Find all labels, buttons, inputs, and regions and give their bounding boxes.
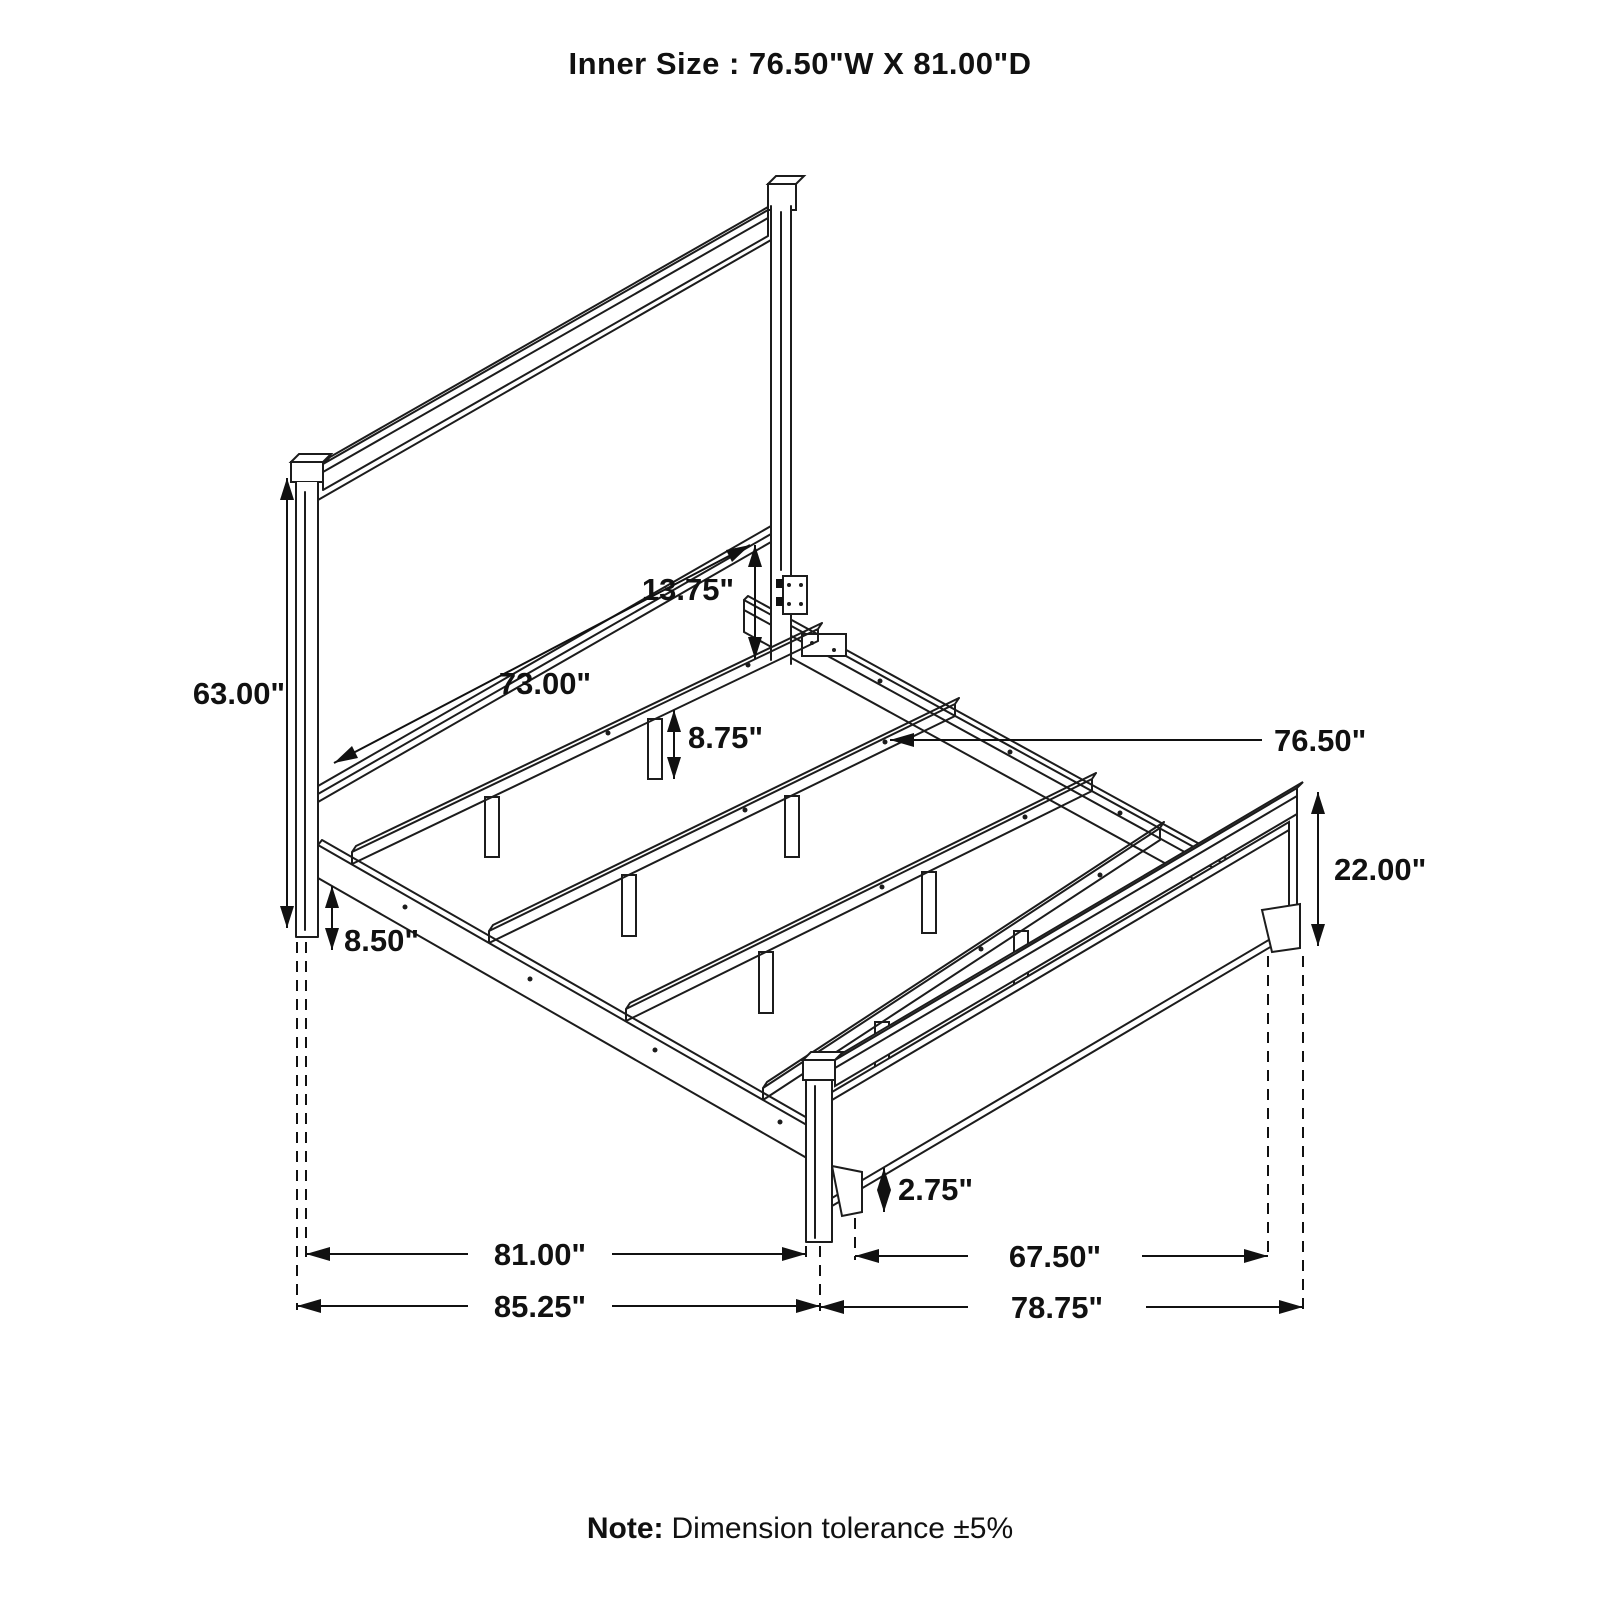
headboard-right-post [771, 206, 807, 666]
bracket-hook-icon [776, 597, 783, 606]
footboard-left-cap [803, 1060, 835, 1080]
dim-label-clear-span: 67.50" [1008, 1239, 1102, 1274]
dim-footboard-height [1311, 792, 1426, 946]
dim-label-headboard-height: 63.00" [192, 676, 286, 711]
dim-footboard-span [820, 1290, 1303, 1325]
headboard-right-cap-top [768, 176, 804, 184]
headboard-left-cap-top [291, 454, 331, 462]
dim-label-footboard-height: 22.00" [1334, 852, 1427, 887]
dim-inner-width [890, 723, 1366, 758]
side-rail-left-top-face [318, 840, 816, 1123]
dim-slat-leg-height [667, 710, 763, 779]
bracket-plate-icon [783, 576, 807, 614]
rail-screw-dot [878, 679, 883, 684]
diagram-note [0, 1512, 1600, 1546]
bracket-dot [787, 602, 791, 606]
diagram-title: Inner Size : 76.50"W X 81.00"D [568, 46, 1032, 81]
slat-dot [1023, 815, 1028, 820]
dim-label-slat-leg-height: 8.75" [688, 720, 764, 755]
dim-foot-height [877, 1168, 973, 1212]
slat-leg [485, 797, 499, 857]
footboard-left-cap-top [803, 1052, 843, 1060]
note-label: Note: [586, 1512, 664, 1545]
bracket-hook-icon [776, 579, 783, 588]
footboard-right-foot [1262, 904, 1300, 952]
dim-clear-span [855, 1239, 1268, 1274]
slat-dot [743, 808, 748, 813]
dim-headboard-height [193, 478, 294, 928]
headboard-left-cap [291, 462, 323, 482]
rail-screw-dot [653, 1048, 658, 1053]
dim-label-panel-width: 73.00" [498, 666, 592, 701]
rail-screw-dot [1008, 750, 1013, 755]
footboard-left-post-fill [806, 1080, 832, 1242]
dim-label-inner-width: 76.50" [1274, 723, 1367, 758]
dim-inner-depth [306, 1237, 806, 1272]
plate-dot [832, 648, 836, 652]
headboard-panel [318, 240, 771, 786]
slat-dot [1098, 873, 1103, 878]
slat-dot [883, 740, 888, 745]
dim-label-footboard-span: 78.75" [1010, 1290, 1104, 1325]
side-rail-left-body [318, 845, 812, 1161]
footboard-left-foot [832, 1166, 862, 1216]
bracket-dot [799, 602, 803, 606]
slat-leg [785, 796, 799, 857]
note-text: Dimension tolerance ±5% [671, 1512, 1014, 1545]
slat-leg [922, 872, 936, 933]
slat-dot [979, 947, 984, 952]
slat-leg [648, 719, 662, 779]
dim-label-panel-to-rail: 13.75" [641, 572, 735, 607]
bracket-dot [799, 583, 803, 587]
bracket-dot [787, 583, 791, 587]
dim-label-rail-clearance: 8.50" [344, 923, 420, 958]
rail-screw-dot [403, 905, 408, 910]
slat-dot [880, 885, 885, 890]
slat-leg [622, 875, 636, 936]
dim-label-foot-height: 2.75" [898, 1172, 974, 1207]
headboard-left-post-fill [296, 482, 318, 937]
slat-leg [759, 952, 773, 1013]
dim-label-inner-depth: 81.00" [493, 1237, 587, 1272]
dim-overall-depth [297, 1289, 820, 1324]
rail-screw-dot [528, 977, 533, 982]
dim-label-overall-depth: 85.25" [493, 1289, 587, 1324]
rail-screw-dot [778, 1120, 783, 1125]
slat-dot [746, 663, 751, 668]
rail-screw-dot [1118, 811, 1123, 816]
slat-dot [606, 731, 611, 736]
